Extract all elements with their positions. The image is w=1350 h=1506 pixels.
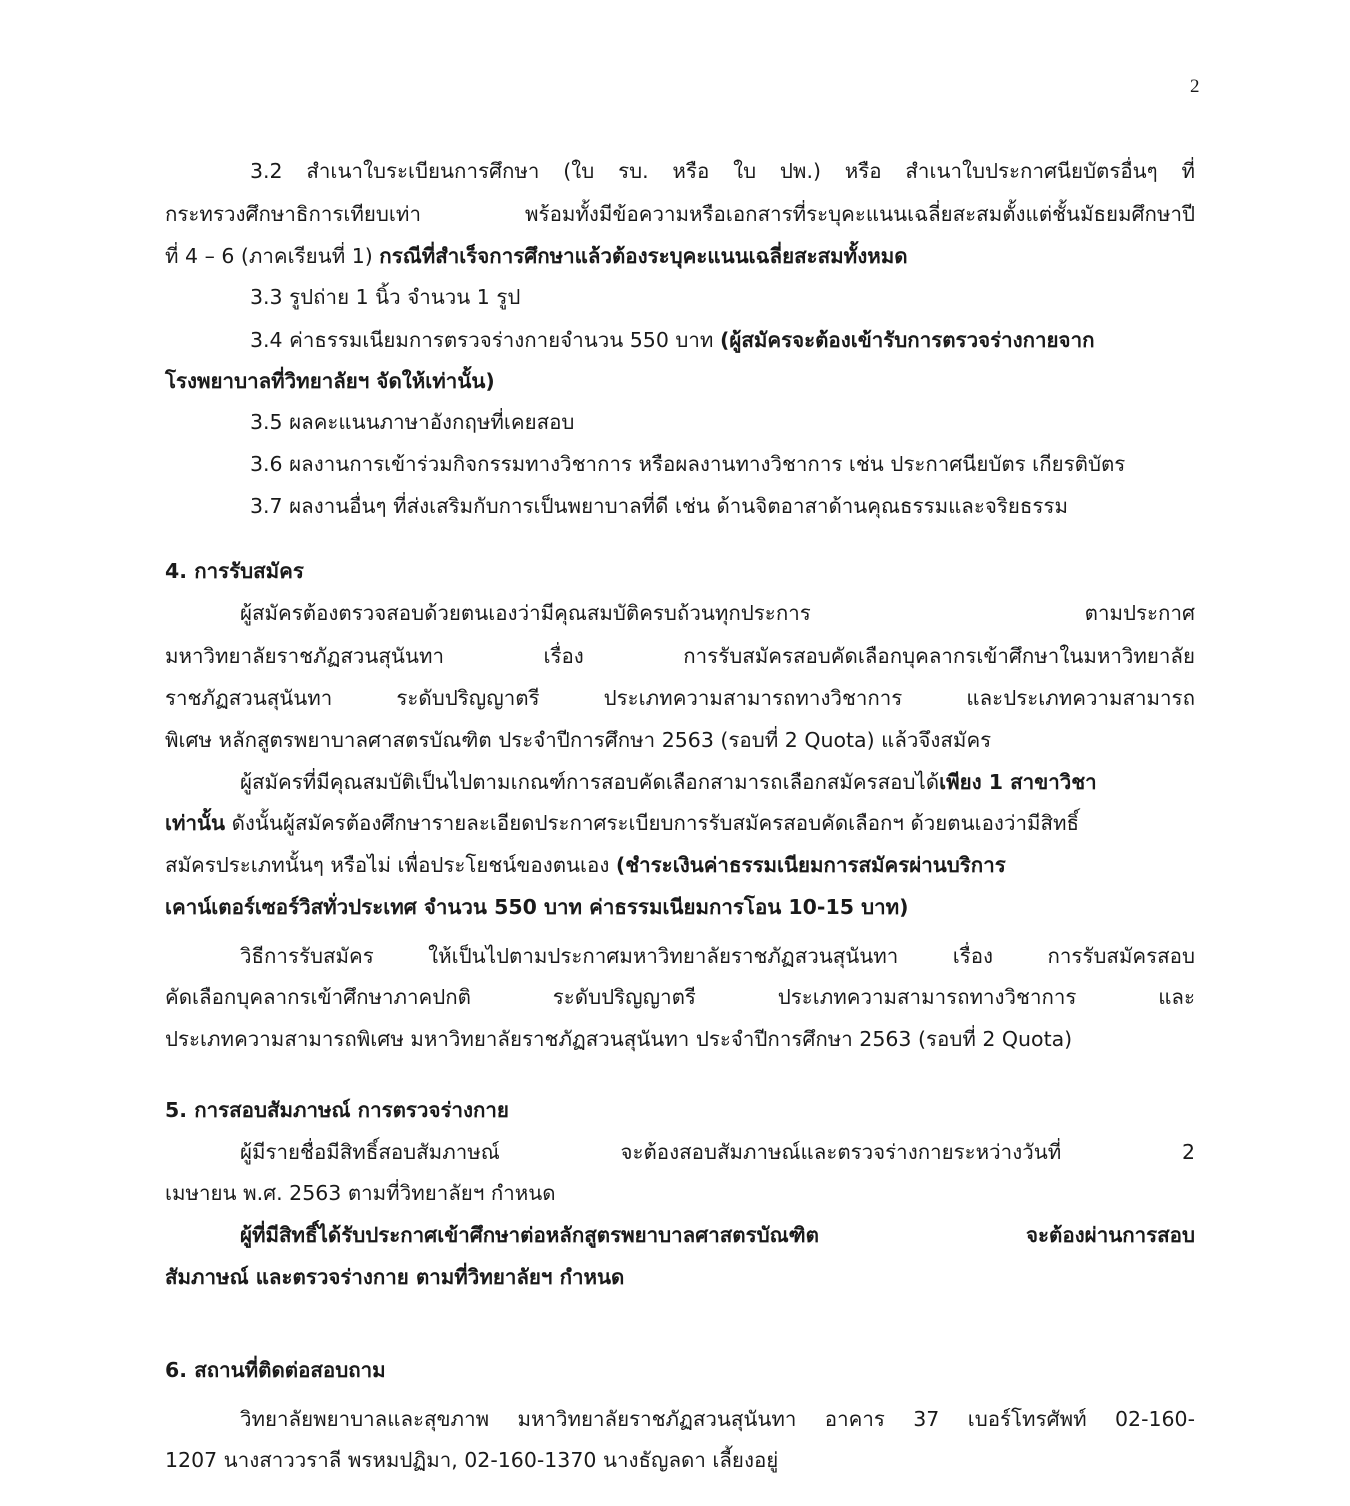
section-4-p3-line-2: คัดเลือกบุคลากรเข้าศึกษาภาคปกติ ระดับปริญญาตรี ประเภทความสามารถทางวิชาการ และ (165, 985, 1195, 1009)
item-3-5: 3.5 ผลคะแนนภาษาอังกฤษที่เคยสอบ (250, 410, 575, 434)
section-6-line-1: วิทยาลัยพยาบาลและสุขภาพ มหาวิทยาลัยราชภัฏสวนสุนันทา อาคาร 37 เบอร์โทรศัพท์ 02-160- (240, 1407, 1195, 1431)
section-4-p2-text-3: สมัครประเภทนั้นๆ หรือไม่ เพื่อประโยชน์ของตนเอง (165, 853, 616, 877)
section-4-p1-line-4: พิเศษ หลักสูตรพยาบาลศาสตรบัณฑิต ประจำปีการศึกษา 2563 (รอบที่ 2 Quota) แล้วจึงสมัคร (165, 728, 992, 752)
section-5-p2-line-1: ผู้ที่มีสิทธิ์ได้รับประกาศเข้าศึกษาต่อหลักสูตรพยาบาลศาสตรบัณฑิต จะต้องผ่านการสอบ (240, 1223, 1195, 1247)
section-4-p2-bold-cont: เท่านั้น (165, 811, 226, 835)
item-3-2-line-1: 3.2 สำเนาใบระเบียนการศึกษา (ใบ รบ. หรือ ใบ ปพ.) หรือ สำเนาใบประกาศนียบัตรอื่นๆ ที่ (250, 159, 1195, 183)
section-4-p2-text: ผู้สมัครที่มีคุณสมบัติเป็นไปตามเกณฑ์การสอบคัดเลือกสามารถเลือกสมัครสอบได้ (240, 770, 940, 794)
item-3-2-line-2: กระทรวงศึกษาธิการเทียบเท่า พร้อมทั้งมีข้อความหรือเอกสารที่ระบุคะแนนเฉลี่ยสะสมตั้งแต่ชั้นมัธยมศึกษาปี (165, 202, 1195, 226)
item-3-4-text: 3.4 ค่าธรรมเนียมการตรวจร่างกายจำนวน 550 บาท (250, 328, 720, 352)
section-4-p2-bold-4: เคาน์เตอร์เซอร์วิสทั่วประเทศ จำนวน 550 บาท ค่าธรรมเนียมการโอน 10-15 บาท) (165, 895, 909, 919)
section-4-p1-line-2: มหาวิทยาลัยราชภัฏสวนสุนันทา เรื่อง การรับสมัครสอบคัดเลือกบุคลากรเข้าศึกษาในมหาวิทยาลัย (165, 644, 1195, 668)
item-3-4-line-2 (165, 366, 495, 396)
item-3-4-bold-cont: โรงพยาบาลที่วิทยาลัยฯ จัดให้เท่านั้น) (165, 369, 495, 393)
section-5-p1-line-2: เมษายน พ.ศ. 2563 ตามที่วิทยาลัยฯ กำหนด (165, 1181, 556, 1205)
section-4-p2-line-2 (165, 808, 1079, 838)
item-3-7: 3.7 ผลงานอื่นๆ ที่ส่งเสริมกับการเป็นพยาบาลที่ดี เช่น ด้านจิตอาสาด้านคุณธรรมและจริยธรรม (250, 494, 1068, 518)
item-3-4-bold: (ผู้สมัครจะต้องเข้ารับการตรวจร่างกายจาก (719, 328, 1095, 352)
section-5-heading: 5. การสอบสัมภาษณ์ การตรวจร่างกาย (165, 1098, 509, 1122)
section-4-heading: 4. การรับสมัคร (165, 559, 304, 583)
section-4-p3-line-1: วิธีการรับสมัคร ให้เป็นไปตามประกาศมหาวิทยาลัยราชภัฏสวนสุนันทา เรื่อง การรับสมัครสอบ (240, 944, 1195, 968)
item-3-4-line-1 (250, 325, 1095, 355)
section-5-p2-line-2: สัมภาษณ์ และตรวจร่างกาย ตามที่วิทยาลัยฯ กำหนด (165, 1265, 625, 1289)
item-3-2-line-3-bold: กรณีที่สำเร็จการศึกษาแล้วต้องระบุคะแนนเฉลี่ยสะสมทั้งหมด (379, 244, 908, 268)
section-4-p2-text-cont: ดังนั้นผู้สมัครต้องศึกษารายละเอียดประกาศระเบียบการรับสมัครสอบคัดเลือกฯ ด้วยตนเองว่ามีสิทธิ์ (225, 811, 1080, 835)
item-3-2-line-3 (165, 241, 908, 271)
section-4-p3-line-3: ประเภทความสามารถพิเศษ มหาวิทยาลัยราชภัฏสวนสุนันทา ประจำปีการศึกษา 2563 (รอบที่ 2 Quota) (165, 1027, 1073, 1051)
section-4-p2-line-4 (165, 892, 909, 922)
section-4-p2-bold-3: (ชำระเงินค่าธรรมเนียมการสมัครผ่านบริการ (615, 853, 1006, 877)
section-4-p2-line-3 (165, 850, 1006, 880)
section-4-p1-line-3: ราชภัฏสวนสุนันทา ระดับปริญญาตรี ประเภทความสามารถทางวิชาการ และประเภทความสามารถ (165, 686, 1195, 710)
item-3-6: 3.6 ผลงานการเข้าร่วมกิจกรรมทางวิชาการ หรือผลงานทางวิชาการ เช่น ประกาศนียบัตร เกียรติบัตร (250, 452, 1126, 476)
section-4-p2-bold: เพียง 1 สาขาวิชา (939, 770, 1097, 794)
page-number: 2 (1190, 76, 1200, 97)
section-4-p2-line-1 (240, 767, 1097, 797)
section-5-p1-line-1: ผู้มีรายชื่อมีสิทธิ์สอบสัมภาษณ์ จะต้องสอบสัมภาษณ์และตรวจร่างกายระหว่างวันที่ 2 (240, 1140, 1195, 1164)
section-4-p1-line-1: ผู้สมัครต้องตรวจสอบด้วยตนเองว่ามีคุณสมบัติครบถ้วนทุกประการ ตามประกาศ (240, 601, 1195, 625)
section-6-line-2: 1207 นางสาววราลี พรหมปฏิมา, 02-160-1370 นางธัญลดา เลี้ยงอยู่ (165, 1448, 779, 1472)
item-3-2-line-3-text: ที่ 4 – 6 (ภาคเรียนที่ 1) (165, 244, 380, 268)
item-3-3: 3.3 รูปถ่าย 1 นิ้ว จำนวน 1 รูป (250, 285, 521, 309)
section-6-heading: 6. สถานที่ติดต่อสอบถาม (165, 1358, 386, 1382)
